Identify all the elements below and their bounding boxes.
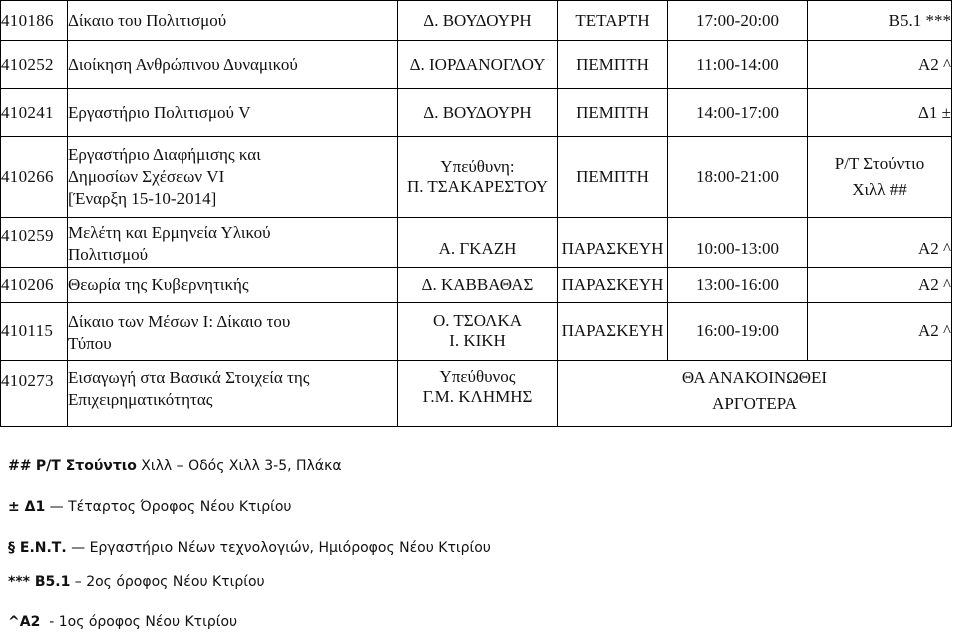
legend-symbol: § Ε.Ν.Τ.: [8, 540, 67, 556]
course-time: 16:00-19:00: [668, 303, 808, 361]
legend-symbol: ##: [8, 458, 32, 474]
room-line: Χιλλ ##: [852, 180, 907, 199]
course-code: 410273: [1, 361, 68, 427]
table-row: [1, 361, 952, 427]
course-room: Α2 ^: [808, 303, 952, 361]
course-lecturer: Δ. ΒΟΥΔΟΥΡΗ: [398, 89, 558, 137]
course-title-line: Επιχειρηματικότητας: [68, 390, 213, 409]
legend-text: - 1ος όροφος Νέου Κτιρίου: [40, 614, 238, 630]
course-title-line: [Έναρξη 15-10-2014]: [68, 189, 217, 208]
legend-text: – 2ος όροφος Νέου Κτιρίου: [70, 574, 265, 590]
course-title: [68, 361, 398, 427]
course-title: Θεωρία της Κυβερνητικής: [68, 268, 398, 303]
course-lecturer: Δ. ΚΑΒΒΑΘΑΣ: [398, 268, 558, 303]
lecturer-line: Γ.Μ. ΚΛΗΜΗΣ: [422, 387, 533, 406]
table-row: [1, 218, 952, 268]
course-code: 410259: [1, 218, 68, 268]
lecturer-line: Π. ΤΣΑΚΑΡΕΣΤΟΥ: [406, 177, 549, 196]
course-code: 410252: [1, 41, 68, 89]
course-title-line: Πολιτισμού: [68, 245, 148, 264]
course-day: ΠΑΡΑΣΚΕΥΗ: [558, 303, 668, 361]
lecturer-line: Ο. ΤΣΟΛΚΑ: [432, 311, 523, 330]
course-title-line: Δίκαιο των Μέσων Ι: Δίκαιο του: [68, 312, 291, 331]
course-lecturer: Δ. ΒΟΥΔΟΥΡΗ: [398, 1, 558, 41]
course-room: [808, 137, 952, 218]
legend-symbol: ± Δ1: [8, 499, 46, 515]
legend-text: — Εργαστήριο Νέων τεχνολογιών, Ημιόροφος Νέου Κτιρίου: [66, 540, 491, 556]
course-room: Α2 ^: [808, 268, 952, 303]
course-code: 410186: [1, 1, 68, 41]
course-lecturer: [398, 361, 558, 427]
course-day: ΠΕΜΠΤΗ: [558, 137, 668, 218]
lecturer-line: Ι. ΚΙΚΗ: [449, 331, 506, 350]
course-room: Α2 ^: [808, 218, 952, 268]
table-row: [1, 137, 952, 218]
course-time: 14:00-17:00: [668, 89, 808, 137]
course-lecturer: [398, 137, 558, 218]
course-day: ΠΑΡΑΣΚΕΥΗ: [558, 218, 668, 268]
course-lecturer: Α. ΓΚΑΖΗ: [398, 218, 558, 268]
course-time: 18:00-21:00: [668, 137, 808, 218]
course-day: ΠΕΜΠΤΗ: [558, 41, 668, 89]
course-time: 10:00-13:00: [668, 218, 808, 268]
announcement-line: ΑΡΓΟΤΕΡΑ: [712, 394, 797, 413]
lecturer-line: Υπεύθυνη:: [440, 157, 515, 176]
legend-symbol: ^Α2: [8, 614, 41, 630]
course-room: Α2 ^: [808, 41, 952, 89]
course-title: [68, 137, 398, 218]
legend-bold-text: Ρ/Τ Στούντιο: [35, 458, 137, 474]
course-title: Δίκαιο του Πολιτισμού: [68, 1, 398, 41]
legend-item: [8, 614, 237, 630]
course-day: ΤΕΤΑΡΤΗ: [558, 1, 668, 41]
legend-item: [8, 458, 342, 474]
course-code: 410115: [1, 303, 68, 361]
legend-item: [8, 574, 265, 590]
legend-item: [8, 540, 491, 556]
table-row: [1, 41, 952, 89]
course-title: Διοίκηση Ανθρώπινου Δυναμικού: [68, 41, 398, 89]
table-row: [1, 1, 952, 41]
room-line: Ρ/Τ Στούντιο: [834, 154, 925, 173]
course-time: 13:00-16:00: [668, 268, 808, 303]
legend-text: — Τέταρτος Όροφος Νέου Κτιρίου: [45, 499, 292, 515]
table-row: [1, 89, 952, 137]
course-time: 11:00-14:00: [668, 41, 808, 89]
announcement-line: ΘΑ ΑΝΑΚΟΙΝΩΘΕΙ: [681, 368, 828, 387]
course-title-line: Δημοσίων Σχέσεων VI: [68, 167, 225, 186]
legend-item: [8, 499, 292, 515]
table-row: [1, 303, 952, 361]
table-row: [1, 268, 952, 303]
course-title: Εργαστήριο Πολιτισμού V: [68, 89, 398, 137]
course-code: 410266: [1, 137, 68, 218]
course-title-line: Εργαστήριο Διαφήμισης και: [68, 145, 261, 164]
course-title: [68, 303, 398, 361]
course-code: 410206: [1, 268, 68, 303]
course-lecturer: [398, 303, 558, 361]
course-title-line: Μελέτη και Ερμηνεία Υλικού: [68, 223, 271, 242]
lecturer-line: Υπεύθυνος: [439, 367, 516, 386]
legend-text: Χιλλ – Οδός Χιλλ 3-5, Πλάκα: [136, 458, 342, 474]
course-room: Β5.1 ***: [808, 1, 952, 41]
course-time: 17:00-20:00: [668, 1, 808, 41]
course-day: ΠΑΡΑΣΚΕΥΗ: [558, 268, 668, 303]
legend-symbol: *** Β5.1: [8, 574, 71, 590]
course-lecturer: Δ. ΙΟΡΔΑΝΟΓΛΟΥ: [398, 41, 558, 89]
course-title: [68, 218, 398, 268]
course-code: 410241: [1, 89, 68, 137]
course-day: ΠΕΜΠΤΗ: [558, 89, 668, 137]
course-room: Δ1 ±: [808, 89, 952, 137]
course-title-line: Εισαγωγή στα Βασικά Στοιχεία της: [68, 368, 310, 387]
course-title-line: Τύπου: [68, 334, 112, 353]
announcement-cell: [558, 361, 952, 427]
